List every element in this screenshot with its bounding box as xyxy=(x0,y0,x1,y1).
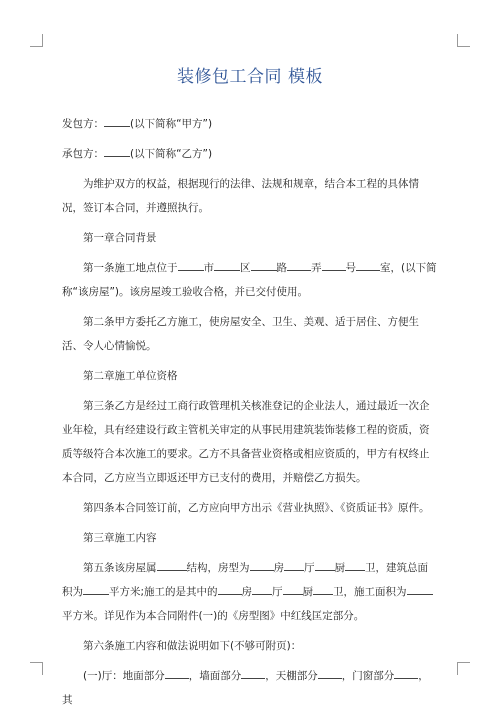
party-a-line xyxy=(62,112,438,136)
crop-mark-bottom-left xyxy=(30,662,43,675)
fill-blank xyxy=(284,559,304,571)
fill-blank xyxy=(356,259,380,271)
party-b-label: 承包方： xyxy=(62,148,104,160)
chapter-1-heading: 第一章合同背景 xyxy=(83,232,157,244)
fill-blank xyxy=(250,559,274,571)
article-4: 第四条本合同签订前，乙方应向甲方出示《营业执照》、《资质证书》原件。 xyxy=(83,502,430,514)
chapter-2-heading: 第二章施工单位资格 xyxy=(83,370,178,382)
fill-blank xyxy=(83,583,109,595)
document-title: 装修包工合同 模板 xyxy=(177,67,323,87)
article-3: 第三条乙方是经过工商行政管理机关核准登记的企业法人，通过最近一次企业年检，具有经建设行政主管机关审定的从事民用建筑装饰装修工程的资质，资质等级符合本次施工的要求。乙方不具备营业资格或相应资质的，甲方有权终止本合同，乙方应当立即返还甲方已支付的费用，并赔偿乙方损失。 xyxy=(62,400,430,484)
fill-blank xyxy=(252,583,272,595)
party-a-suffix: (以下简称“甲方”) xyxy=(130,118,213,130)
fill-blank xyxy=(315,559,335,571)
article-6: 第六条施工内容和做法说明如下(不够可附页)： xyxy=(83,640,302,652)
crop-mark-top-right xyxy=(457,34,470,47)
fill-blank xyxy=(322,259,346,271)
fill-blank xyxy=(407,583,433,595)
fill-blank xyxy=(251,259,277,271)
fill-blank xyxy=(218,583,242,595)
chapter-3-heading: 第三章施工内容 xyxy=(83,532,157,544)
fill-blank xyxy=(318,667,342,679)
article-6-item-1: (一)厅：地面部分 ，墙面部分 ，天棚部分 ，门窗部分 ，其 xyxy=(62,664,438,712)
party-b-suffix: (以下简称“乙方”) xyxy=(130,148,213,160)
fill-blank xyxy=(241,667,265,679)
fill-blank xyxy=(104,115,130,127)
article-1: 第一条施工地点位于 市 区 路 弄 号 室，(以下简称“该房屋”)。该房屋竣工验收合格，并已交付使用。 xyxy=(62,256,438,304)
fill-blank xyxy=(287,259,311,271)
article-5: 第五条该房屋属 结构，房型为 房 厅 厨 卫，建筑总面积为 平方米;施工的是其中的 房 厅 厨 卫，施工面积为平方米。详见作为本合同附件(一)的《房型图》中红线匡定部分。 xyxy=(62,556,438,628)
article-2: 第二条甲方委托乙方施工，使房屋安全、卫生、美观、适于居住、方便生活、令人心情愉悦。 xyxy=(62,316,419,352)
party-b-line xyxy=(62,142,438,166)
fill-blank xyxy=(313,583,333,595)
crop-mark-top-left xyxy=(30,34,43,47)
intro-paragraph: 为维护双方的权益，根据现行的法律、法规和规章，结合本工程的具体情况，签订本合同，并遵照执行。 xyxy=(62,178,419,214)
fill-blank xyxy=(283,583,303,595)
document-body xyxy=(62,112,438,718)
party-a-label: 发包方： xyxy=(62,118,104,130)
fill-blank xyxy=(165,667,189,679)
fill-blank xyxy=(157,559,187,571)
fill-blank xyxy=(214,259,240,271)
fill-blank xyxy=(178,259,204,271)
crop-mark-bottom-right xyxy=(457,662,470,675)
fill-blank xyxy=(394,667,418,679)
fill-blank xyxy=(345,559,365,571)
fill-blank xyxy=(104,145,130,157)
